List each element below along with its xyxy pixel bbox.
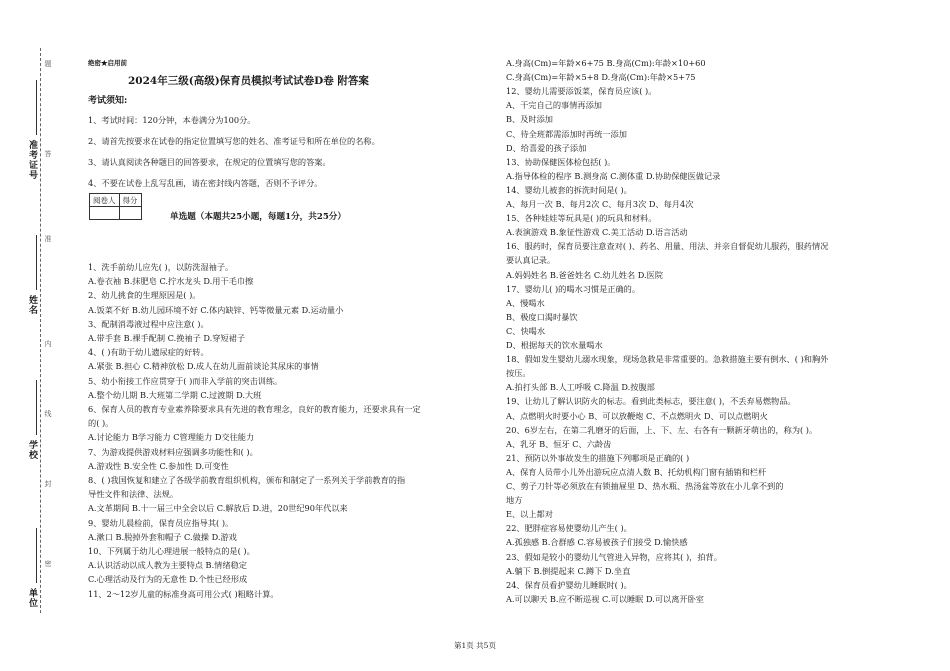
binding-margin (0, 0, 62, 671)
score-cell: 得分 (119, 194, 141, 207)
score-blank (119, 207, 141, 220)
question-line: A.紧张 B.担心 C.精神放松 D.成人在幼儿面前谈论其尿床的事情 (88, 361, 319, 372)
notice-item: 2、请首先按要求在试卷的指定位置填写您的姓名、准考证号和所在单位的名称。 (88, 136, 380, 146)
question-line: A.身高(Cm)=年龄×6+75 B.身高(Cm):年龄×10+60 (506, 58, 706, 68)
question-line: A.表演游戏 B.象征性游戏 C.美工活动 D.语言活动 (506, 227, 688, 238)
question-line: A.饭菜不好 B.幼儿园环境不好 C.体内缺锌、钙等微量元素 D.运动量小 (88, 304, 344, 315)
question-line: 20、6岁左右，在第二乳磨牙的后面，上、下、左、右各有一颗新牙萌出的，称为( )。 (506, 424, 818, 435)
school-line (36, 380, 37, 435)
question-line: B、极度口渴时暴饮 (506, 311, 578, 322)
binding-mark: 密 (44, 560, 52, 567)
question-line: 22、肥胖症容易使婴幼儿产生( )。 (506, 523, 632, 534)
question-line: 8、( )我国恢复和建立了各级学前教育组织机构，颁布和制定了一系列关于学前教育的指 (88, 475, 406, 485)
binding-mark: 准 (44, 235, 52, 242)
question-line: 13、协助保健医体检包括( )。 (506, 156, 616, 167)
name-line (36, 235, 37, 290)
name-label: 姓名 (27, 295, 37, 315)
question-line: 5、幼小衔接工作应贯穿于( )而非入学前的突击训练。 (88, 375, 283, 386)
question-line: 10、下列属于幼儿心理进展一般特点的是( )。 (88, 546, 255, 556)
question-line: D、给喜爱的孩子添加 (506, 142, 587, 153)
question-line: A.可以聊天 B.应不断巡视 C.可以睡眠 D.可以离开卧室 (506, 593, 704, 604)
question-line: 16、服药时，保育员要注意查对( )、药名、用量、用法、并亲自督促幼儿服药，服药情况 (506, 241, 829, 252)
notice-item: 1、考试时间：120分钟，本卷满分为100分。 (88, 115, 256, 125)
reviewer-cell: 阅卷人 (90, 194, 120, 207)
question-line: 按压。 (506, 368, 531, 379)
question-line: 导性文件和法律、法规。 (88, 489, 179, 500)
binding-mark: 内 (44, 340, 52, 347)
question-line: 17、婴幼儿( )的喝水习惯是正确的。 (506, 283, 641, 294)
page-title: 2024年三级(高级)保育员模拟考试试卷D卷 附答案 (128, 75, 369, 87)
question-line: A.认识活动以成人教为主要特点 B.情绪稳定 (88, 560, 247, 571)
question-line: C.身高(Cm)=年龄×5+8 D.身高(Cm):年龄×5+75 (506, 72, 696, 83)
question-line: 9、婴幼儿晨检前，保育员应指导其( )。 (88, 517, 234, 528)
score-table (89, 193, 142, 220)
unit-line (36, 528, 37, 583)
question-line: 24、保育员看护婴幼儿睡眠时( )。 (506, 579, 632, 590)
question-line: A.卷衣袖 B.抹肥皂 C.拧水龙头 D.用干毛巾擦 (88, 276, 254, 287)
question-line: A、点燃明火时要小心 B、可以放鞭炮 C、不点燃明火 D、可以点燃明火 (506, 410, 768, 421)
question-line: 11、2～12岁儿童的标准身高可用公式( )粗略计算。 (88, 588, 279, 599)
question-line: A.躺下 B.倒提起来 C.蹲下 D.坐直 (506, 565, 631, 576)
binding-mark: 封 (44, 480, 52, 487)
question-line: A.妈妈姓名 B.爸爸姓名 C.幼儿姓名 D.医院 (506, 269, 664, 280)
question-line: 15、各种娃娃等玩具是( )的玩具和材料。 (506, 213, 657, 224)
question-line: A.讨论能力 B学习能力 C管理能力 D交往能力 (88, 432, 255, 443)
question-line: A.游戏性 B.安全性 C.参加性 D.可变性 (88, 460, 229, 471)
notice-heading: 考试须知: (88, 96, 128, 106)
unit-label: 单位 (27, 588, 37, 608)
binding-mark: 线 (44, 410, 52, 417)
notice-item: 4、不要在试卷上乱写乱画，请在密封线内答题，否则不予评分。 (88, 178, 323, 188)
question-line: A、每月一次 B、每月2次 C、每月3次 D、每月4次 (506, 199, 694, 209)
reviewer-blank (90, 207, 120, 220)
question-line: B、及时添加 (506, 114, 553, 125)
question-line: 1、洗手前幼儿应先( )，以防洗湿袖子。 (88, 262, 234, 272)
secret-label: 绝密★启用前 (88, 59, 127, 67)
question-line: C.心理活动及行为的无意性 D.个性已经形成 (88, 574, 248, 585)
question-line: 要认真记录。 (506, 255, 556, 266)
question-line: A、乳牙 B、恒牙 C、六龄齿 (506, 438, 612, 449)
seal-line (40, 48, 41, 613)
question-line: 12、婴幼儿需要添饭菜，保育员应该( )。 (506, 86, 657, 97)
question-line: A.文革期间 B.十一届三中全会以后 C.解放后 D.进，20世纪90年代以来 (88, 503, 348, 514)
question-line: 4、( )有助于幼儿遗尿症的好转。 (88, 347, 209, 358)
question-line: 14、婴幼儿被套的拆洗时间是( )。 (506, 184, 632, 195)
school-label: 学校 (27, 440, 37, 460)
question-line: 6、保育人员的教育专业素养除要求具有先进的教育理念，良好的教育能力，还要求具有一定 (88, 404, 421, 414)
question-line: A.孤独感 B.合群感 C.容易被孩子们接受 D.愉快感 (506, 537, 688, 548)
question-line: A.整个幼儿期 B.大班第二学期 C.过渡期 D.大班 (88, 389, 262, 400)
exam-number-line (36, 80, 37, 135)
question-line: 23、假如是较小的婴幼儿气管进入异物，应将其( )，拍背。 (506, 551, 722, 562)
section-title: 单选题（本题共25小题，每题1分，共25分） (170, 212, 346, 222)
question-line: A.漱口 B.脱掉外套和帽子 C.做操 D.游戏 (88, 531, 237, 542)
question-line: 21、预防以外事故发生的措施下列哪项是正确的( ) (506, 452, 690, 463)
question-line: A.带手套 B.裸手配制 C.挽袖子 D.穿短裙子 (88, 333, 246, 343)
question-line: 地方 (506, 495, 523, 506)
question-line: A、保育人员带小儿外出游玩应点清人数 B、托幼机构门窗有插销和栏杆 (506, 466, 767, 477)
question-line: C、快喝水 (506, 325, 546, 336)
question-line: E、以上都对 (506, 509, 553, 520)
question-line: 2、幼儿挑食的生理原因是( )。 (88, 290, 201, 301)
binding-mark: 题 (44, 60, 52, 67)
question-line: A.指导体检的程序 B.测身高 C.测体重 D.协助保健医做记录 (506, 170, 721, 181)
question-line: A、慢喝水 (506, 297, 545, 308)
question-line: C、剪子刀针等必须放在有锁抽屉里 D、热水瓶、热汤盆等放在小儿拿不到的 (506, 481, 784, 491)
question-line: C、待全班都需添加时再统一添加 (506, 128, 627, 139)
question-line: 的( )。 (88, 418, 114, 429)
question-line: A.拍打头部 B.人工呼吸 C.降温 D.按腹部 (506, 382, 655, 393)
binding-mark: 答 (44, 150, 52, 157)
question-line: 7、为游戏提供游戏材料应强调多功能性和( )。 (88, 446, 258, 457)
notice-item: 3、请认真阅读各种题目的回答要求，在规定的位置填写您的答案。 (88, 157, 331, 167)
question-line: D、根据每天的饮水量喝水 (506, 340, 603, 350)
question-line: 18、假如发生婴幼儿溺水现象，现场急救是非常重要的。急救措施主要有倒水、( )和胸外 (506, 354, 829, 365)
exam-number-label: 准考证号 (27, 140, 37, 180)
question-line: 19、让幼儿了解认识防火的标志。看到此类标志，要注意( )，不丢弃易燃物品。 (506, 396, 796, 407)
page-footer: 第1页 共5页 (454, 641, 496, 650)
question-line: A、干完自己的事情再添加 (506, 100, 602, 111)
question-line: 3、配制消毒液过程中应注意( )。 (88, 318, 209, 329)
